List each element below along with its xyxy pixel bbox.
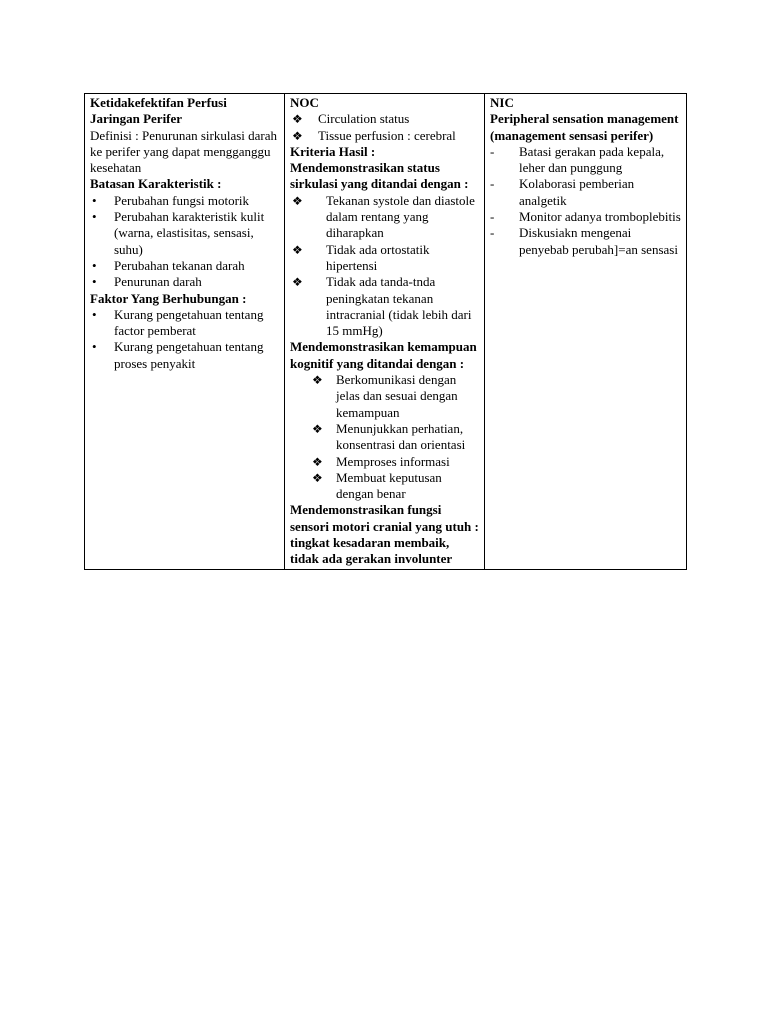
- list-item: • Perubahan tekanan darah: [92, 257, 245, 273]
- list-item: ❖ Circulation status: [292, 111, 410, 127]
- list-item: • Perubahan karakteristik kulit (warna, elastisitas, sensasi, suhu): [92, 209, 265, 257]
- bullet-dot-icon: •: [92, 209, 97, 225]
- faktor-list: [90, 307, 279, 372]
- list-item: • Kurang pengetahuan tentang factor pemberat: [92, 306, 264, 339]
- diagnosis-title: Ketidakefektifan Perfusi Jaringan Perifer: [90, 95, 227, 127]
- bullet-diamond-icon: ❖: [292, 128, 303, 143]
- noc-cell: [285, 94, 485, 570]
- bullet-dot-icon: •: [92, 192, 97, 208]
- list-item: ❖ Tidak ada tanda-tnda peningkatan tekanan intracranial (tidak lebih dari 15 mmHg): [292, 274, 472, 339]
- bullet-diamond-icon: ❖: [312, 421, 323, 436]
- nic-subheading: Peripheral sensation management (management sensasi perifer): [490, 111, 679, 143]
- list-item: - Diskusiakn mengenai penyebab perubah]=an sensasi: [490, 225, 678, 257]
- list-item: • Penurunan darah: [92, 274, 202, 290]
- faktor-heading: Faktor Yang Berhubungan :: [90, 290, 247, 306]
- diagnosis-definition: Definisi : Penurunan sirkulasi darah ke perifer yang dapat mengganggu kesehatan: [90, 127, 278, 176]
- nic-heading: NIC: [490, 95, 514, 110]
- bullet-diamond-icon: ❖: [292, 193, 303, 208]
- bullet-dot-icon: •: [92, 339, 97, 355]
- bullet-diamond-icon: ❖: [312, 470, 323, 485]
- bullet-diamond-icon: ❖: [312, 454, 323, 469]
- list-item: ❖ Berkomunikasi dengan jelas dan sesuai dengan kemampuan: [312, 372, 458, 420]
- list-item: ❖ Memproses informasi: [312, 453, 450, 469]
- nic-cell: [485, 94, 687, 570]
- bullet-diamond-icon: ❖: [292, 275, 303, 290]
- list-item: - Kolaborasi pemberian analgetik: [490, 176, 635, 208]
- batasan-heading: Batasan Karakteristik :: [90, 176, 222, 192]
- bullet-dash-icon: -: [490, 225, 495, 241]
- kognitif-list: [290, 372, 479, 502]
- nic-list: [490, 144, 681, 258]
- list-item: ❖ Membuat keputusan dengan benar: [312, 469, 442, 502]
- noc-heading: NOC: [290, 95, 319, 110]
- nursing-care-table: [84, 93, 687, 570]
- list-item: - Monitor adanya tromboplebitis: [490, 209, 681, 225]
- list-item: ❖ Tidak ada ortostatik hipertensi: [292, 241, 430, 273]
- bullet-diamond-icon: ❖: [292, 242, 303, 257]
- bullet-dot-icon: •: [92, 274, 97, 290]
- sensori-heading: Mendemonstrasikan fungsi sensori motori cranial yang utuh : tingkat kesadaran membaik, tidak ada gerakan involunter: [290, 502, 479, 567]
- batasan-list: [90, 193, 279, 291]
- status-list: [290, 193, 479, 340]
- bullet-dash-icon: -: [490, 209, 495, 225]
- diagnosis-cell: [85, 94, 285, 570]
- bullet-diamond-icon: ❖: [292, 112, 303, 127]
- list-item: ❖ Menunjukkan perhatian, konsentrasi dan orientasi: [312, 420, 466, 453]
- list-item: - Batasi gerakan pada kepala, leher dan punggung: [490, 143, 665, 176]
- kognitif-heading: Mendemonstrasikan kemampuan kognitif yang ditandai dengan :: [290, 339, 477, 371]
- noc-list: [290, 111, 479, 144]
- list-item: ❖ Tekanan systole dan diastole dalam rentang yang diharapkan: [292, 192, 475, 241]
- list-item: • Perubahan fungsi motorik: [92, 192, 250, 208]
- bullet-dot-icon: •: [92, 257, 97, 273]
- kriteria-heading: Kriteria Hasil :: [290, 143, 376, 159]
- table-row: [85, 94, 687, 570]
- bullet-dash-icon: -: [490, 176, 495, 192]
- list-item: ❖ Tissue perfusion : cerebral: [292, 127, 456, 143]
- list-item: • Kurang pengetahuan tentang proses penyakit: [92, 339, 264, 371]
- bullet-diamond-icon: ❖: [312, 373, 323, 388]
- status-heading: Mendemonstrasikan status sirkulasi yang ditandai dengan :: [290, 160, 469, 192]
- bullet-dash-icon: -: [490, 143, 495, 159]
- bullet-dot-icon: •: [92, 306, 97, 322]
